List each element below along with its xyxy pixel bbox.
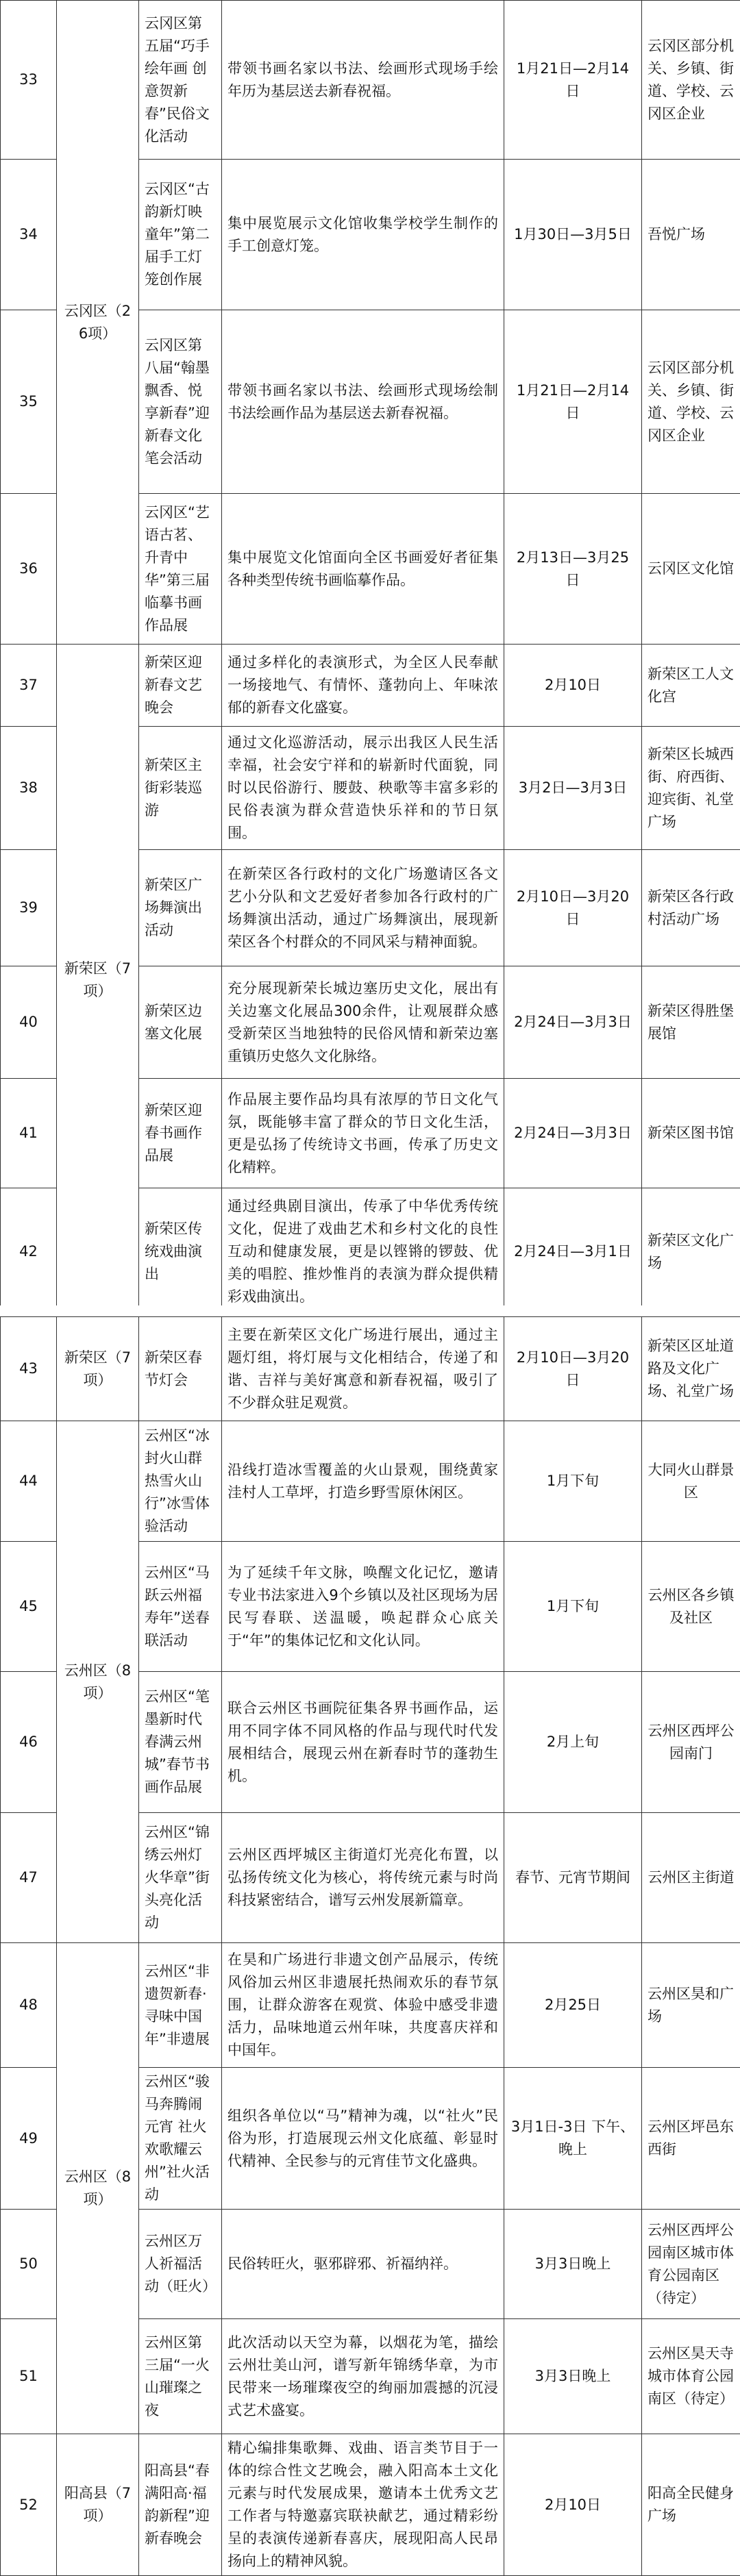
event-description: 组织各单位以“马”精神为魂，以“社火”民俗为形，打造展现云州文化底蕴、彰显时代精神、全民参与的元宵佳节文化盛典。 [222,2068,504,2210]
event-time: 2月上旬 [504,1672,642,1813]
event-name: 阳高县“春满阳高·福韵新程”迎新春晚会 [139,2434,222,2576]
event-time: 2月10日 [504,645,642,727]
table-row [1,1,740,160]
event-time: 1月下旬 [504,1542,642,1672]
event-description: 为了延续千年文脉，唤醒文化记忆，邀请专业书法家进入9个乡镇以及社区现场为居民写春联、送温暖，唤起群众心底关于“年”的集体记忆和文化认同。 [222,1542,504,1672]
row-number: 37 [1,645,57,727]
row-number: 42 [1,1188,57,1316]
event-description: 带领书画名家以书法、绘画形式现场手绘年历为基层送去新春祝福。 [222,1,504,160]
event-time: 2月24日—3月1日 [504,1188,642,1316]
event-description: 民俗转旺火，驱邪辟邪、祈福纳祥。 [222,2210,504,2319]
row-number: 38 [1,727,57,850]
event-time: 3月1日-3日 下午、晚上 [504,2068,642,2210]
event-place: 新荣区各行政村活动广场 [642,850,740,966]
event-name: 云州区“锦绣云州灯火华章”街头亮化活动 [139,1813,222,1943]
event-place: 云州区昊和广场 [642,1943,740,2068]
row-number: 33 [1,1,57,160]
row-number: 52 [1,2434,57,2576]
table-row [1,1317,740,1421]
event-name: 云州区第三届“一火山璀璨之夜 [139,2319,222,2434]
event-name: 云冈区“古韵新灯映童年”第二届手工灯笼创作展 [139,160,222,310]
row-number: 39 [1,850,57,966]
event-place: 云州区昊天寺城市体育公园南区（待定） [642,2319,740,2434]
event-place: 新荣区文化广场 [642,1188,740,1316]
event-time: 2月10日—3月20日 [504,850,642,966]
row-number: 35 [1,310,57,494]
event-place: 云冈区部分机关、乡镇、街道、学校、云冈区企业 [642,1,740,160]
event-description: 通过经典剧目演出，传承了中华优秀传统文化，促进了戏曲艺术和乡村文化的良性互动和健康发展，更是以铿锵的锣鼓、优美的唱腔、推炒惟肖的表演为群众提供精彩戏曲演出。 [222,1188,504,1316]
event-place: 云州区西坪公园南门 [642,1672,740,1813]
row-number: 47 [1,1813,57,1943]
district-cell: 新荣区（7项） [57,1317,139,1421]
page-break [0,1305,740,1316]
event-description: 沿线打造冰雪覆盖的火山景观，围绕黄家洼村人工草坪，打造乡野雪原休闲区。 [222,1421,504,1542]
event-description: 充分展现新荣长城边塞历史文化，展出有关边塞文化展品300余件，让观展群众感受新荣区当地独特的民俗风情和新荣边塞重镇历史悠久文化脉络。 [222,966,504,1079]
event-description: 集中展览文化馆面向全区书画爱好者征集各种类型传统书画临摹作品。 [222,494,504,645]
row-number: 45 [1,1542,57,1672]
table-row [1,645,740,727]
row-number: 40 [1,966,57,1079]
event-name: 新荣区传统戏曲演出 [139,1188,222,1316]
event-name: 云州区“非遗贺新春·寻味中国年”非遗展 [139,1943,222,2068]
event-place: 新荣区长城西街、府西街、迎宾街、礼堂广场 [642,727,740,850]
event-description: 作品展主要作品均具有浓厚的节日文化气氛，既能够丰富了群众的节日文化生活，更是弘扬了传统诗文书画，传承了历史文化精粹。 [222,1079,504,1188]
event-place: 云冈区部分机关、乡镇、街道、学校、云冈区企业 [642,310,740,494]
event-description: 集中展览展示文化馆收集学校学生制作的手工创意灯笼。 [222,160,504,310]
event-description: 在新荣区各行政村的文化广场邀请区各文艺小分队和文艺爱好者参加各行政村的广场舞演出活动，通过广场舞演出，展现新荣区各个村群众的不同风采与精神面貌。 [222,850,504,966]
event-name: 云州区“冰封火山群 热雪火山行”冰雪体验活动 [139,1421,222,1542]
event-name: 新荣区广场舞演出活动 [139,850,222,966]
district-cell: 云冈区（26项） [57,1,139,645]
event-place: 云州区主街道 [642,1813,740,1943]
event-time: 2月24日—3月3日 [504,966,642,1079]
event-name: 新荣区边塞文化展 [139,966,222,1079]
event-name: 云冈区第五届“巧手绘年画 创意贺新春”民俗文化活动 [139,1,222,160]
event-time: 3月3日晚上 [504,2210,642,2319]
event-time: 2月10日—3月20日 [504,1317,642,1421]
row-number: 41 [1,1079,57,1188]
event-description: 带领书画名家以书法、绘画形式现场绘制书法绘画作品为基层送去新春祝福。 [222,310,504,494]
row-number: 43 [1,1317,57,1421]
event-place: 云冈区文化馆 [642,494,740,645]
event-place: 大同火山群景区 [642,1421,740,1542]
event-description: 联合云州区书画院征集各界书画作品，运用不同字体不同风格的作品与现代时代发展相结合，展现云州在新春时节的蓬勃生机。 [222,1672,504,1813]
event-description: 精心编排集歌舞、戏曲、语言类节目于一体的综合性文艺晚会，融入阳高本土文化元素与时代发展成果，邀请本土优秀文艺工作者与特邀嘉宾联袂献艺，通过精彩纷呈的表演传递新春喜庆，展现阳高人民昂扬向上的精神风貌。 [222,2434,504,2576]
event-name: 新荣区主街彩装巡游 [139,727,222,850]
event-name: 新荣区迎春书画作品展 [139,1079,222,1188]
events-table-part2 [0,1316,740,2576]
row-number: 51 [1,2319,57,2434]
table-row [1,2434,740,2576]
event-time: 3月2日—3月3日 [504,727,642,850]
event-time: 1月21日—2月14日 [504,1,642,160]
district-cell: 云州区（8项） [57,1421,139,1943]
district-cell: 新荣区（7项） [57,645,139,1316]
event-description: 云州区西坪城区主街道灯光亮化布置，以弘扬传统文化为核心，将传统元素与时尚科技紧密结合，谱写云州发展新篇章。 [222,1813,504,1943]
event-place: 云州区西坪公园南区城市体育公园南区（待定） [642,2210,740,2319]
event-time: 2月13日—3月25日 [504,494,642,645]
event-place: 云州区坪邑东西街 [642,2068,740,2210]
event-place: 阳高全民健身广场 [642,2434,740,2576]
event-time: 2月10日 [504,2434,642,2576]
event-name: 云州区“笔墨新时代 春满云州城”春节书画作品展 [139,1672,222,1813]
event-name: 新荣区春节灯会 [139,1317,222,1421]
event-time: 3月3日晚上 [504,2319,642,2434]
event-description: 主要在新荣区文化广场进行展出，通过主题灯组，将灯展与文化相结合，传递了和谐、吉祥与美好寓意和新春祝福，吸引了不少群众驻足观赏。 [222,1317,504,1421]
event-description: 此次活动以天空为幕，以烟花为笔，描绘云州壮美山河，谱写新年锦绣华章，为市民带来一场璀璨夜空的绚丽加震撼的沉浸式艺术盛宴。 [222,2319,504,2434]
row-number: 34 [1,160,57,310]
event-place: 云州区各乡镇及社区 [642,1542,740,1672]
event-place: 新荣区工人文化宫 [642,645,740,727]
table-row [1,1943,740,2068]
row-number: 50 [1,2210,57,2319]
event-time: 2月25日 [504,1943,642,2068]
event-name: 新荣区迎新春文艺晚会 [139,645,222,727]
event-description: 在昊和广场进行非遗文创产品展示，传统风俗加云州区非遗展托热闹欢乐的春节氛围，让群众游客在观赏、体验中感受非遗活力，品味地道云州年味，共度喜庆祥和中国年。 [222,1943,504,2068]
event-name: 云州区“骏马奔腾闹元宵 社火欢歌耀云州”社火活动 [139,2068,222,2210]
event-description: 通过多样化的表演形式，为全区人民奉献一场接地气、有情怀、蓬勃向上、年味浓郁的新春文化盛宴。 [222,645,504,727]
event-time: 1月30日—3月5日 [504,160,642,310]
row-number: 36 [1,494,57,645]
event-time: 1月下旬 [504,1421,642,1542]
event-place: 吾悦广场 [642,160,740,310]
event-time: 2月24日—3月3日 [504,1079,642,1188]
district-cell: 阳高县（7项） [57,2434,139,2576]
event-name: 云冈区“艺语古茗、升青中华”第三届临摹书画作品展 [139,494,222,645]
row-number: 49 [1,2068,57,2210]
row-number: 46 [1,1672,57,1813]
event-name: 云州区万人祈福活动（旺火） [139,2210,222,2319]
event-description: 通过文化巡游活动，展示出我区人民生活幸福，社会安宁祥和的崭新时代面貌，同时以民俗游行、腰鼓、秧歌等丰富多彩的民俗表演为群众营造快乐祥和的节日氛围。 [222,727,504,850]
event-name: 云冈区第八届“翰墨飘香、悦享新春”迎新春文化笔会活动 [139,310,222,494]
event-time: 春节、元宵节期间 [504,1813,642,1943]
district-cell: 云州区（8项） [57,1943,139,2434]
row-number: 48 [1,1943,57,2068]
event-name: 云州区“马跃云州福寿年”送春联活动 [139,1542,222,1672]
row-number: 44 [1,1421,57,1542]
event-place: 新荣区得胜堡展馆 [642,966,740,1079]
event-place: 新荣区图书馆 [642,1079,740,1188]
event-place: 新荣区区址道路及文化广场、礼堂广场 [642,1317,740,1421]
table-row [1,1421,740,1542]
event-time: 1月21日—2月14日 [504,310,642,494]
